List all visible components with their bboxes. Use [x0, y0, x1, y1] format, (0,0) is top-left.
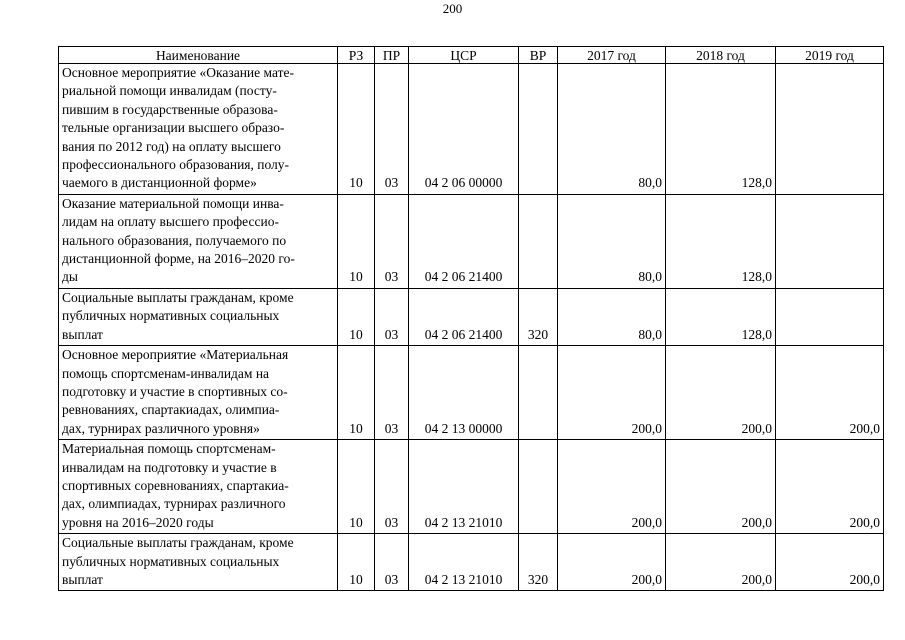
row-csr: 04 2 06 21400	[409, 288, 519, 345]
row-2017: 200,0	[558, 440, 666, 534]
row-2018: 200,0	[666, 440, 776, 534]
row-name	[59, 64, 338, 195]
row-name-line: выплат	[62, 326, 103, 342]
row-2017: 200,0	[558, 534, 666, 591]
row-pr: 03	[375, 194, 409, 288]
table-row	[59, 534, 884, 591]
row-2017: 80,0	[558, 288, 666, 345]
table-row	[59, 288, 884, 345]
row-pr: 03	[375, 288, 409, 345]
table-row	[59, 64, 884, 195]
row-name-line: инвалидам на подготовку и участие в	[62, 459, 277, 475]
header-rz: РЗ	[338, 47, 375, 64]
row-csr: 04 2 13 21010	[409, 534, 519, 591]
row-name-line: дах, олимпиадах, турнирах различного	[62, 496, 286, 512]
row-rz: 10	[338, 64, 375, 195]
row-name-line: ревнованиях, спартакиадах, олимпиа-	[62, 402, 280, 418]
row-2019: 200,0	[776, 534, 884, 591]
row-pr: 03	[375, 534, 409, 591]
header-pr: ПР	[375, 47, 409, 64]
header-2017: 2017 год	[558, 47, 666, 64]
row-name-line: нального образования, получаемого по	[62, 232, 287, 248]
row-rz: 10	[338, 288, 375, 345]
row-name-line: риальной помощи инвалидам (посту-	[62, 83, 277, 99]
row-vr: 320	[519, 534, 558, 591]
row-name-line: Оказание материальной помощи инва-	[62, 195, 284, 211]
table-header-row	[59, 47, 884, 64]
row-name-line: лидам на оплату высшего профессио-	[62, 214, 279, 230]
row-name-line: Социальные выплаты гражданам, кроме	[62, 535, 294, 551]
header-csr: ЦСР	[409, 47, 519, 64]
row-vr	[519, 194, 558, 288]
row-2017: 200,0	[558, 346, 666, 440]
row-name-line: профессионального образования, полу-	[62, 157, 290, 173]
row-vr	[519, 346, 558, 440]
page-number: 200	[442, 1, 463, 16]
row-name-line: Материальная помощь спортсменам-	[62, 441, 276, 457]
row-rz: 10	[338, 440, 375, 534]
row-name-line: тельные организации высшего образо-	[62, 120, 285, 136]
row-name	[59, 288, 338, 345]
row-name	[59, 440, 338, 534]
budget-table	[58, 46, 884, 591]
row-2019: 200,0	[776, 346, 884, 440]
row-2018: 128,0	[666, 64, 776, 195]
row-csr: 04 2 13 21010	[409, 440, 519, 534]
row-name-line: уровня на 2016–2020 годы	[62, 514, 214, 530]
table-body	[59, 64, 884, 591]
row-2019: 200,0	[776, 440, 884, 534]
row-name-line: вания по 2012 год) на оплату высшего	[62, 138, 281, 154]
row-pr: 03	[375, 440, 409, 534]
row-vr: 320	[519, 288, 558, 345]
row-2019	[776, 194, 884, 288]
row-vr	[519, 64, 558, 195]
row-name-line: Основное мероприятие «Материальная	[62, 347, 289, 363]
row-name-line: спортивных соревнованиях, спартакиа-	[62, 477, 289, 493]
row-2018: 200,0	[666, 534, 776, 591]
header-name: Наименование	[59, 47, 338, 64]
row-2018: 128,0	[666, 194, 776, 288]
row-pr: 03	[375, 64, 409, 195]
row-2019	[776, 64, 884, 195]
row-name	[59, 534, 338, 591]
row-name-line: выплат	[62, 571, 103, 587]
row-name-line: подготовку и участие в спортивных со-	[62, 383, 288, 399]
row-name-line: дистанционной форме, на 2016–2020 го-	[62, 251, 295, 267]
row-name-line: чаемого в дистанционной форме»	[62, 175, 257, 191]
row-rz: 10	[338, 194, 375, 288]
table-row	[59, 194, 884, 288]
row-csr: 04 2 06 00000	[409, 64, 519, 195]
row-name-line: публичных нормативных социальных	[62, 553, 280, 569]
row-csr: 04 2 06 21400	[409, 194, 519, 288]
row-2018: 200,0	[666, 346, 776, 440]
header-2019: 2019 год	[776, 47, 884, 64]
row-2017: 80,0	[558, 64, 666, 195]
table-row	[59, 440, 884, 534]
row-2019	[776, 288, 884, 345]
row-2018: 128,0	[666, 288, 776, 345]
row-name-line: публичных нормативных социальных	[62, 308, 280, 324]
table-row	[59, 346, 884, 440]
row-vr	[519, 440, 558, 534]
row-name-line: пившим в государственные образова-	[62, 101, 278, 117]
row-rz: 10	[338, 534, 375, 591]
row-2017: 80,0	[558, 194, 666, 288]
row-csr: 04 2 13 00000	[409, 346, 519, 440]
row-name-line: Основное мероприятие «Оказание мате-	[62, 65, 294, 80]
row-rz: 10	[338, 346, 375, 440]
row-name-line: помощь спортсменам-инвалидам на	[62, 365, 270, 381]
header-2018: 2018 год	[666, 47, 776, 64]
row-name	[59, 194, 338, 288]
row-name-line: Социальные выплаты гражданам, кроме	[62, 289, 294, 305]
row-name-line: дах, турнирах различного уровня»	[62, 420, 260, 436]
row-pr: 03	[375, 346, 409, 440]
row-name	[59, 346, 338, 440]
row-name-line: ды	[62, 269, 78, 285]
header-vr: ВР	[519, 47, 558, 64]
